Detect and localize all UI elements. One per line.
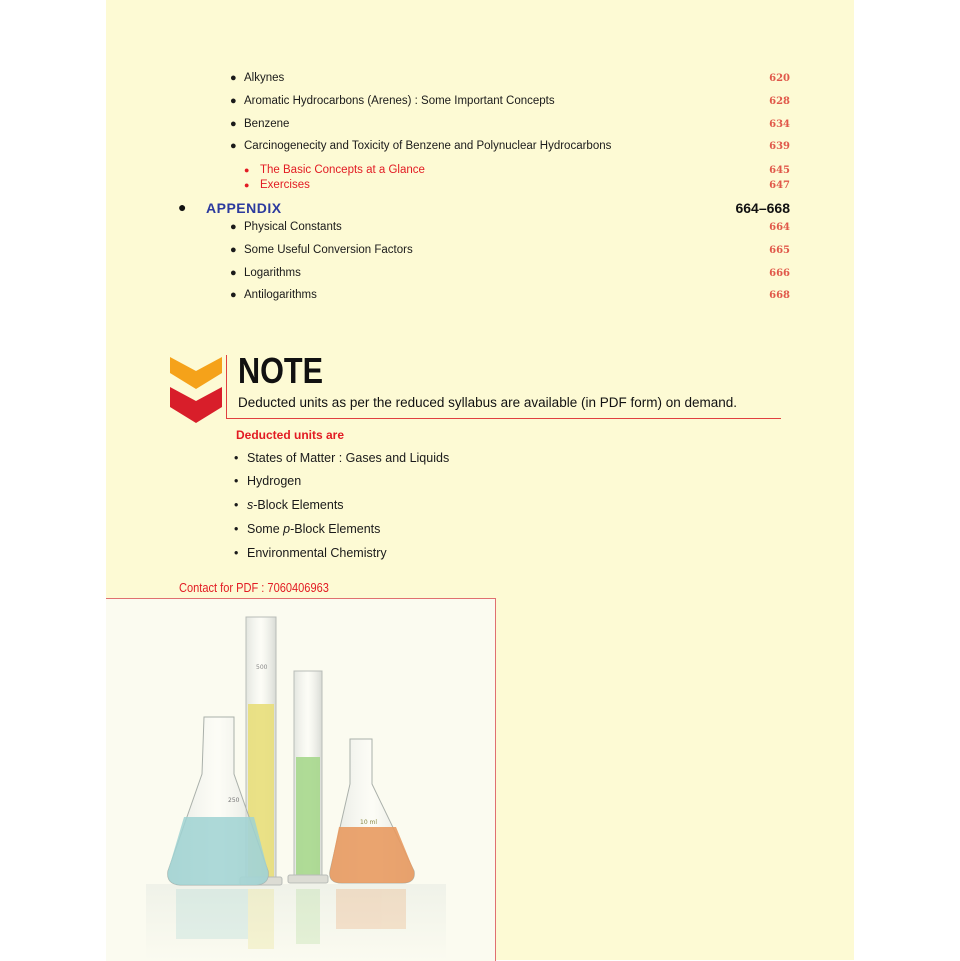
bullet-icon: ●: [230, 140, 237, 152]
lab-glassware-image: [106, 598, 496, 961]
toc-item-label: Benzene: [244, 118, 290, 130]
bullet-icon: ●: [230, 221, 237, 233]
toc-item-label: Antilogarithms: [244, 289, 317, 301]
toc-sub-item-page: 645: [769, 165, 790, 176]
toc-sub-item-label: Exercises: [260, 179, 310, 191]
toc-item-page: 628: [769, 96, 790, 107]
note-divider: [226, 355, 227, 419]
toc-item-page: 666: [769, 268, 790, 279]
bullet-icon: ●: [230, 118, 237, 130]
bullet-icon: ●: [244, 165, 250, 175]
bullet-icon: •: [234, 451, 239, 465]
bullet-icon: ●: [230, 267, 237, 279]
toc-item-page: 668: [769, 290, 790, 301]
deducted-unit-item: • s-Block Elements: [234, 498, 344, 512]
bullet-icon: ●: [230, 95, 237, 107]
glassware-illustration: [106, 599, 495, 961]
green-cylinder: [288, 671, 328, 883]
svg-text:10 ml: 10 ml: [360, 819, 378, 826]
toc-item-page: 639: [769, 141, 790, 152]
toc-sub-item-label: The Basic Concepts at a Glance: [260, 164, 425, 176]
toc-item-label: Alkynes: [244, 72, 285, 84]
svg-text:500: 500: [256, 664, 268, 671]
section-pages: 664–668: [735, 200, 790, 216]
section-title: APPENDIX: [206, 200, 282, 216]
toc-sub-item-page: 647: [769, 180, 790, 191]
toc-item-label: Logarithms: [244, 267, 301, 279]
toc-item-label: Some Useful Conversion Factors: [244, 244, 413, 256]
toc-item-label: Carcinogenecity and Toxicity of Benzene and Polynuclear Hydrocarbons: [244, 140, 612, 152]
bullet-icon: ●: [178, 199, 187, 215]
bullet-icon: •: [234, 546, 239, 560]
bullet-icon: •: [234, 522, 239, 536]
deducted-unit-item: • States of Matter : Gases and Liquids: [234, 451, 450, 465]
deducted-unit-item: • Environmental Chemistry: [234, 546, 387, 560]
deducted-heading: Deducted units are: [236, 428, 345, 442]
bullet-icon: ●: [230, 72, 237, 84]
bullet-icon: ●: [230, 289, 237, 301]
document-page: [106, 0, 854, 960]
toc-item-page: 620: [769, 73, 790, 84]
contact-line: Contact for PDF : 7060406963: [179, 580, 329, 595]
bullet-icon: •: [234, 474, 239, 488]
toc-item-label: Aromatic Hydrocarbons (Arenes) : Some Important Concepts: [244, 95, 555, 107]
toc-item-page: 664: [769, 222, 790, 233]
toc-item-label: Physical Constants: [244, 221, 342, 233]
deducted-unit-item: • Some p-Block Elements: [234, 522, 381, 536]
note-title: NOTE: [238, 350, 324, 391]
note-chevron-icon: [170, 357, 222, 423]
note-divider: [226, 418, 781, 419]
toc-item-page: 665: [769, 245, 790, 256]
bullet-icon: ●: [230, 244, 237, 256]
note-text: Deducted units as per the reduced syllabus are available (in PDF form) on demand.: [238, 395, 738, 410]
bullet-icon: •: [234, 498, 239, 512]
deducted-unit-item: • Hydrogen: [234, 474, 302, 488]
svg-text:250: 250: [228, 797, 240, 804]
toc-item-page: 634: [769, 119, 790, 130]
bullet-icon: ●: [244, 180, 250, 190]
